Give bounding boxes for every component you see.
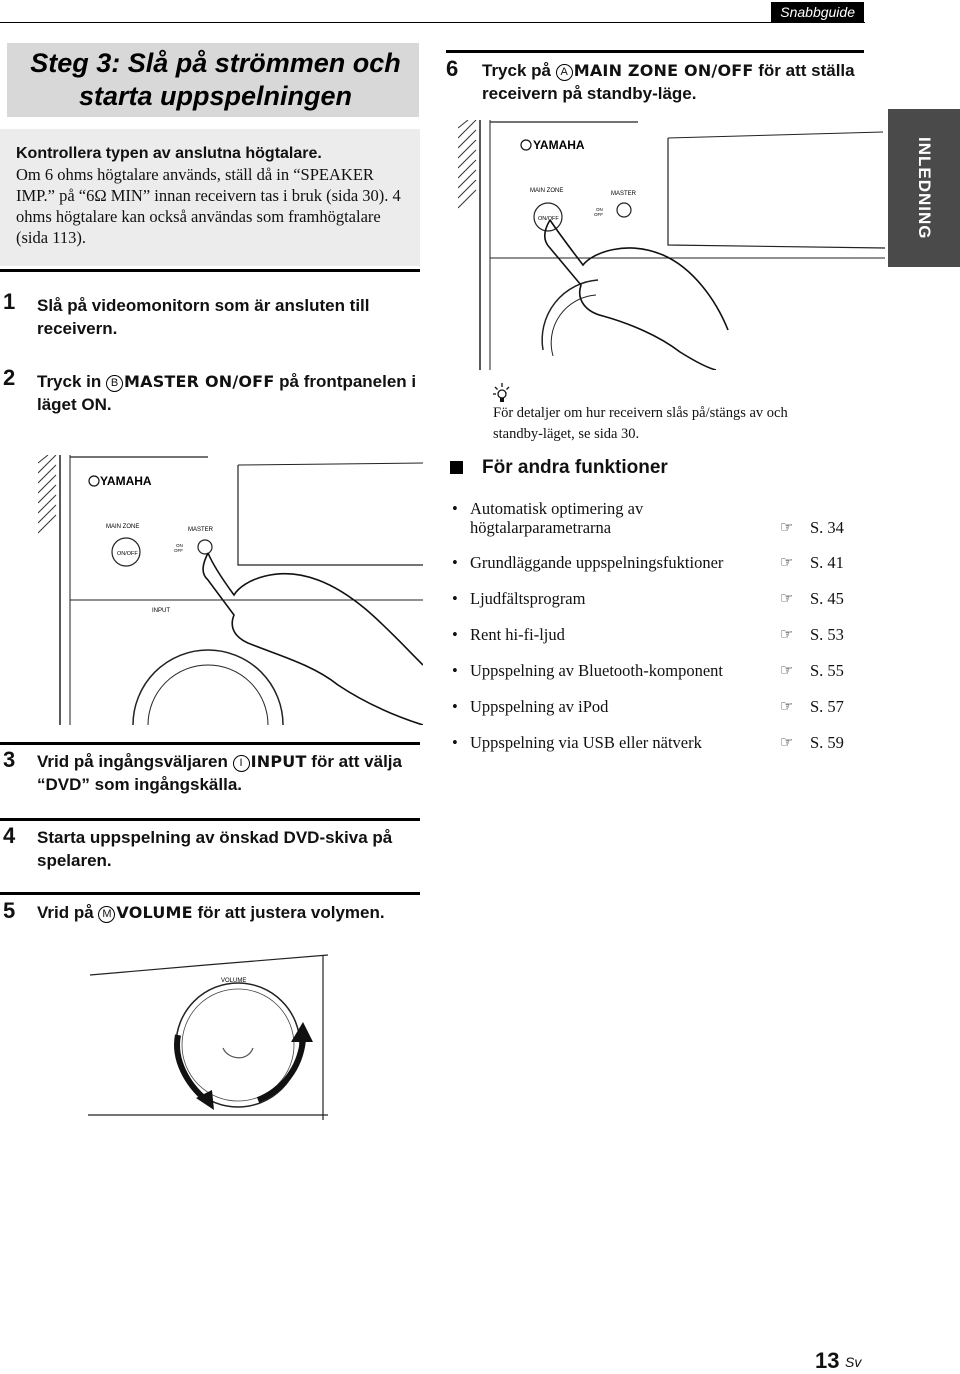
key-name: MASTER ON/OFF (123, 372, 275, 391)
list-item: • Grundläggande uppspelningsfuktioner ☞ S. 41 (452, 553, 844, 572)
key-name: VOLUME (116, 903, 193, 922)
svg-text:MASTER: MASTER (611, 191, 637, 197)
svg-text:MAIN ZONE: MAIN ZONE (530, 188, 564, 194)
brand-logo: YAMAHA (100, 474, 152, 488)
step-text: Vrid på ingångsväljaren I INPUT för att välja “DVD” som ingångskälla. (37, 752, 402, 794)
warning-heading: Kontrollera typen av anslutna högtalare. (16, 145, 322, 162)
step-number: 2 (3, 365, 16, 390)
step-text: Tryck in B MASTER ON/OFF på frontpanelen i läget ON. (37, 372, 417, 414)
pointing-hand-icon (208, 553, 423, 665)
reference-hand-icon: ☞ (780, 697, 794, 715)
input-knob (542, 280, 598, 350)
key-name: MAIN ZONE ON/OFF (573, 61, 754, 80)
step-number: 3 (3, 747, 16, 772)
step-text: Slå på videomonitorn som är ansluten till receivern. (37, 296, 370, 338)
lightbulb-icon (493, 382, 513, 404)
svg-text:OFF: OFF (594, 212, 603, 217)
yamaha-emblem-icon (521, 140, 531, 150)
master-button (198, 540, 212, 554)
step-rule (446, 50, 864, 53)
page-reference: S. 34 (810, 518, 844, 537)
pointing-hand-icon (550, 220, 728, 330)
input-knob (133, 650, 283, 725)
page-reference: S. 41 (810, 553, 844, 572)
tip-text: För detaljer om hur receivern slås på/stängs av och standby-läget, se sida 30. (493, 405, 788, 442)
svg-text:VOLUME: VOLUME (221, 978, 247, 984)
svg-text:ON: ON (596, 207, 603, 212)
other-functions-heading: För andra funktioner (482, 457, 668, 478)
svg-text:INPUT: INPUT (152, 608, 170, 614)
step-rule (0, 742, 420, 745)
warning-text: Om 6 ohms högtalare används, ställ då in “SPEAKER IMP.” på “6Ω MIN” innan receivern tas i bruk (sida 30). 4 ohms högtalare kan också användas som framhögtalare (sida 113). (16, 165, 401, 247)
step-number: 4 (3, 823, 16, 848)
page-reference: S. 53 (810, 625, 844, 644)
rotation-arrows-icon (177, 1035, 206, 1100)
step-text: Starta uppspelning av önskad DVD-skiva på spelaren. (37, 828, 393, 870)
svg-text:OFF: OFF (174, 548, 183, 553)
figure-master-button (38, 455, 423, 725)
page-reference: S. 45 (810, 589, 844, 608)
section-tag: Snabbguide (771, 2, 864, 22)
step-rule (0, 892, 420, 895)
yamaha-emblem-icon (89, 476, 99, 486)
section-marker-icon (450, 461, 463, 474)
svg-text:ON/OFF: ON/OFF (538, 216, 559, 222)
side-tab-label: INLEDNING (915, 136, 934, 240)
page-language: Sv (845, 1354, 862, 1370)
key-letter-badge: I (233, 755, 250, 772)
page-reference: S. 59 (810, 733, 844, 752)
page-title: Steg 3: Slå på strömmen och starta uppspelningen (30, 48, 401, 111)
page-reference: S. 57 (810, 697, 844, 716)
list-item: • Automatisk optimering av högtalarparametrarna ☞ S. 34 (452, 499, 844, 537)
figure-volume-knob (88, 950, 333, 1125)
page-reference: S. 55 (810, 661, 844, 680)
reference-hand-icon: ☞ (780, 733, 794, 751)
header-rule (0, 22, 865, 23)
list-item: • Ljudfältsprogram ☞ S. 45 (452, 589, 844, 608)
step-number: 6 (446, 56, 459, 81)
brand-logo: YAMAHA (533, 138, 585, 152)
step-text: Vrid på M VOLUME för att justera volymen. (37, 903, 385, 922)
step-number: 1 (3, 289, 16, 314)
figure-main-zone-button (458, 120, 885, 370)
key-letter-badge: A (556, 64, 573, 81)
step-rule (0, 818, 420, 821)
svg-text:MAIN ZONE: MAIN ZONE (106, 524, 140, 530)
svg-text:ON: ON (176, 543, 183, 548)
master-button (617, 203, 631, 217)
list-item: • Uppspelning av Bluetooth-komponent ☞ S. 55 (452, 661, 844, 680)
svg-text:ON/OFF: ON/OFF (117, 551, 138, 557)
reference-hand-icon: ☞ (780, 661, 794, 679)
list-item: • Uppspelning via USB eller nätverk ☞ S. 59 (452, 733, 844, 752)
step-text: Tryck på A MAIN ZONE ON/OFF för att ställa receivern på standby-läge. (482, 61, 855, 103)
reference-hand-icon: ☞ (780, 625, 794, 643)
svg-text:MASTER: MASTER (188, 527, 214, 533)
step-rule (0, 269, 420, 272)
key-letter-badge: B (106, 375, 123, 392)
key-letter-badge: M (98, 906, 115, 923)
step-number: 5 (3, 898, 16, 923)
reference-hand-icon: ☞ (780, 518, 794, 536)
panel-hatch (38, 455, 56, 533)
page-number: 13 (815, 1348, 840, 1373)
reference-hand-icon: ☞ (780, 589, 794, 607)
list-item: • Rent hi-fi-ljud ☞ S. 53 (452, 625, 844, 644)
key-name: INPUT (250, 752, 307, 771)
reference-hand-icon: ☞ (780, 553, 794, 571)
list-item: • Uppspelning av iPod ☞ S. 57 (452, 697, 844, 716)
